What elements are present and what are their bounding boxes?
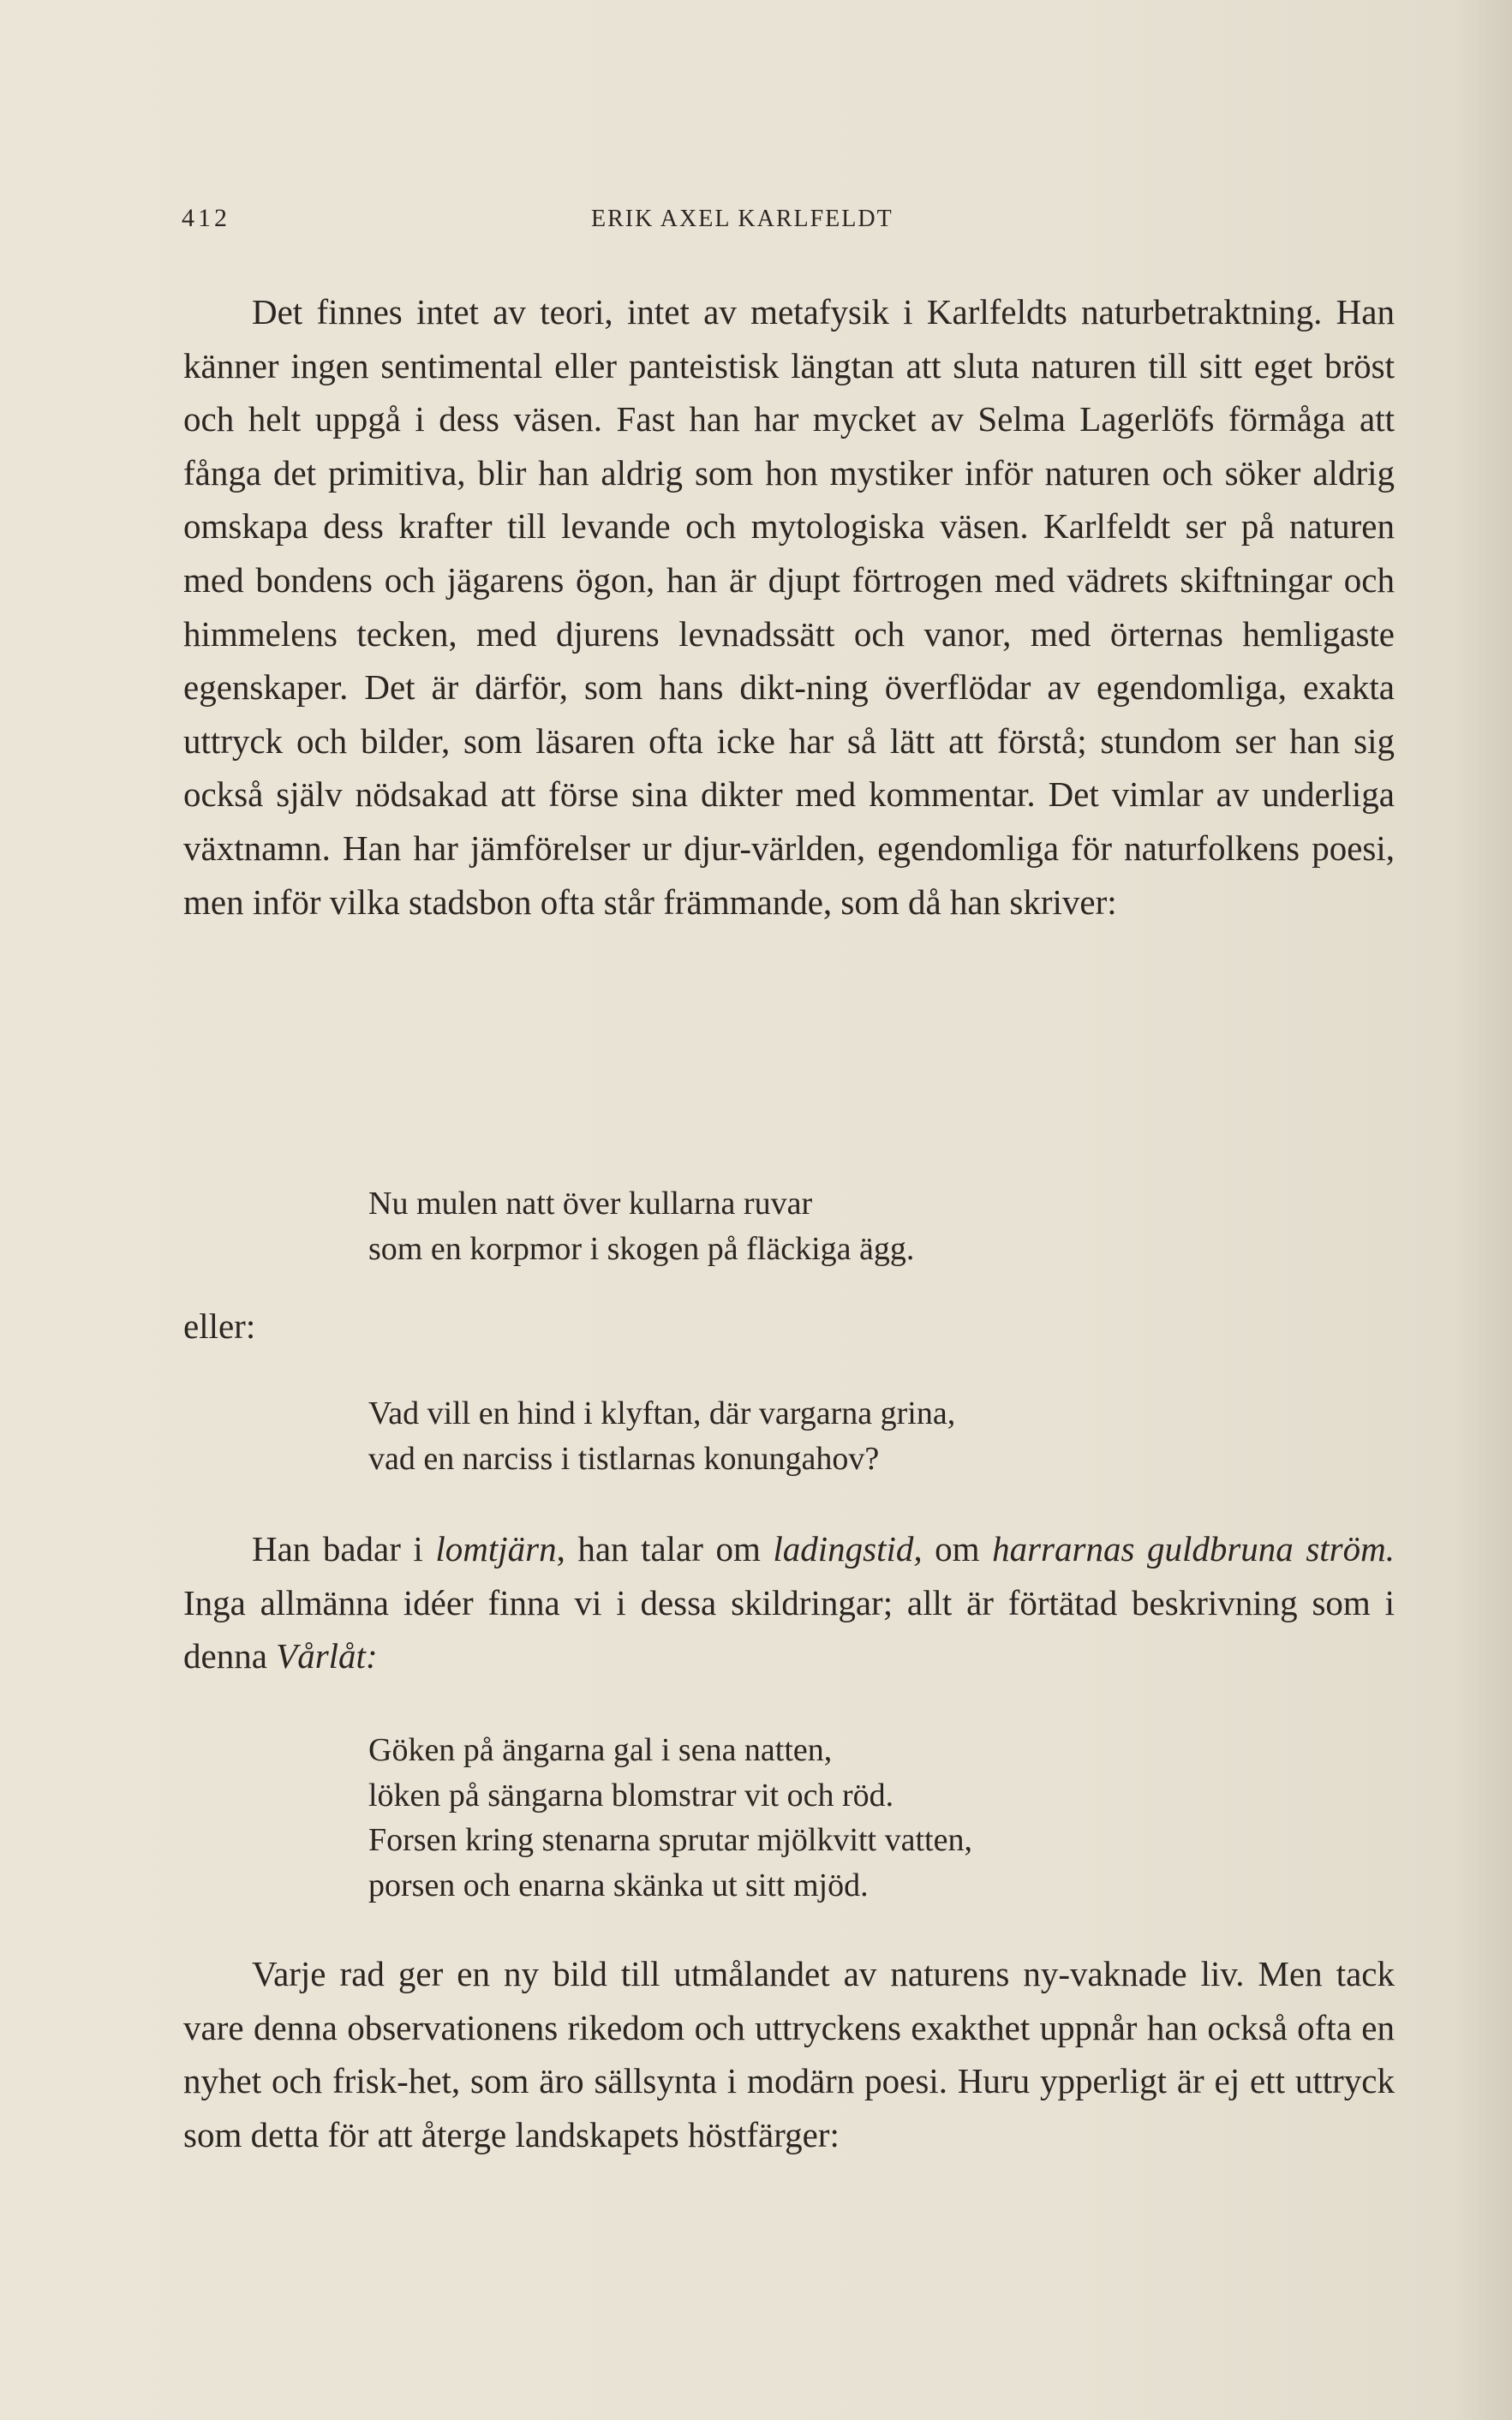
italic-poem-title: Vårlåt: bbox=[276, 1636, 378, 1676]
verse-line: Göken på ängarna gal i sena natten, bbox=[368, 1732, 833, 1768]
verse-line: vad en narciss i tistlarnas konungahov? bbox=[368, 1440, 880, 1477]
verse-quote-varlat bbox=[368, 1728, 972, 1908]
italic-term: lomtjärn bbox=[435, 1529, 557, 1569]
text-run: Inga allmänna idéer finna vi i dessa skildringar; allt är förtätad beskrivning som i denna bbox=[183, 1582, 1395, 1676]
verse-line: löken på sängarna blomstrar vit och röd. bbox=[368, 1777, 894, 1814]
text-run: , han talar om bbox=[556, 1529, 774, 1569]
verse-quote-1 bbox=[368, 1181, 914, 1271]
paragraph-nature-view: Det finnes intet av teori, intet av metafysik i Karlfeldts naturbetraktning. Han känner ingen sentimental eller panteistisk längtan att sluta naturen till sitt eget bröst och helt uppgå i dess väsen. Fast han har mycket av Selma Lagerlöfs förmåga att fånga det primitiva, blir han aldrig som hon mystiker inför naturen och söker aldrig omskapa dess krafter till levande och mytologiska väsen. Karlfeldt ser på naturen med bondens och jägarens ögon, han är djupt förtrogen med vädrets skiftningar och himmelens tecken, med djurens levnadssätt och vanor, med örternas hemligaste egenskaper. Det är därför, som hans dikt-ning överflödar av egendomliga, exakta uttryck och bilder, som läsaren ofta icke har så lätt att förstå; stundom ser han sig också själv nödsakad att förse sina dikter med kommentar. Det vimlar av underliga växtnamn. Han har jämförelser ur djur-världen, egendomliga för naturfolkens poesi, men inför vilka stadsbon ofta står främmande, som då han skriver: bbox=[183, 292, 1395, 922]
text-run: om bbox=[922, 1529, 993, 1569]
running-head bbox=[0, 204, 1512, 238]
italic-term: harrarnas guldbruna ström. bbox=[992, 1529, 1395, 1569]
running-title: ERIK AXEL KARLFELDT bbox=[591, 206, 893, 232]
paragraph-observation: Varje rad ger en ny bild till utmålandet av naturens ny-vaknade liv. Men tack vare denna observationens rikedom och uttryckens exakthet uppnår han också ofta en nyhet och frisk-het, som äro sällsynta i modärn poesi. Huru ypperligt är ej ett uttryck som detta för att återge landskapets höstfärger: bbox=[183, 1954, 1395, 2154]
verse-line: porsen och enarna skänka ut sitt mjöd. bbox=[368, 1867, 869, 1903]
text-run: Han badar i bbox=[252, 1529, 436, 1569]
verse-quote-2 bbox=[368, 1391, 955, 1481]
verse-line: Nu mulen natt över kullarna ruvar bbox=[368, 1186, 813, 1222]
page-number: 412 bbox=[182, 204, 230, 232]
paragraph-varlat-intro bbox=[183, 1522, 1395, 1683]
verse-line: Vad vill en hind i klyftan, där vargarna grina, bbox=[368, 1395, 956, 1431]
italic-term: ladingstid, bbox=[773, 1529, 923, 1569]
connector-text: eller: bbox=[183, 1306, 256, 1346]
verse-line: Forsen kring stenarna sprutar mjölkvitt vatten, bbox=[368, 1822, 972, 1858]
verse-line: som en korpmor i skogen på fläckiga ägg. bbox=[368, 1230, 915, 1267]
